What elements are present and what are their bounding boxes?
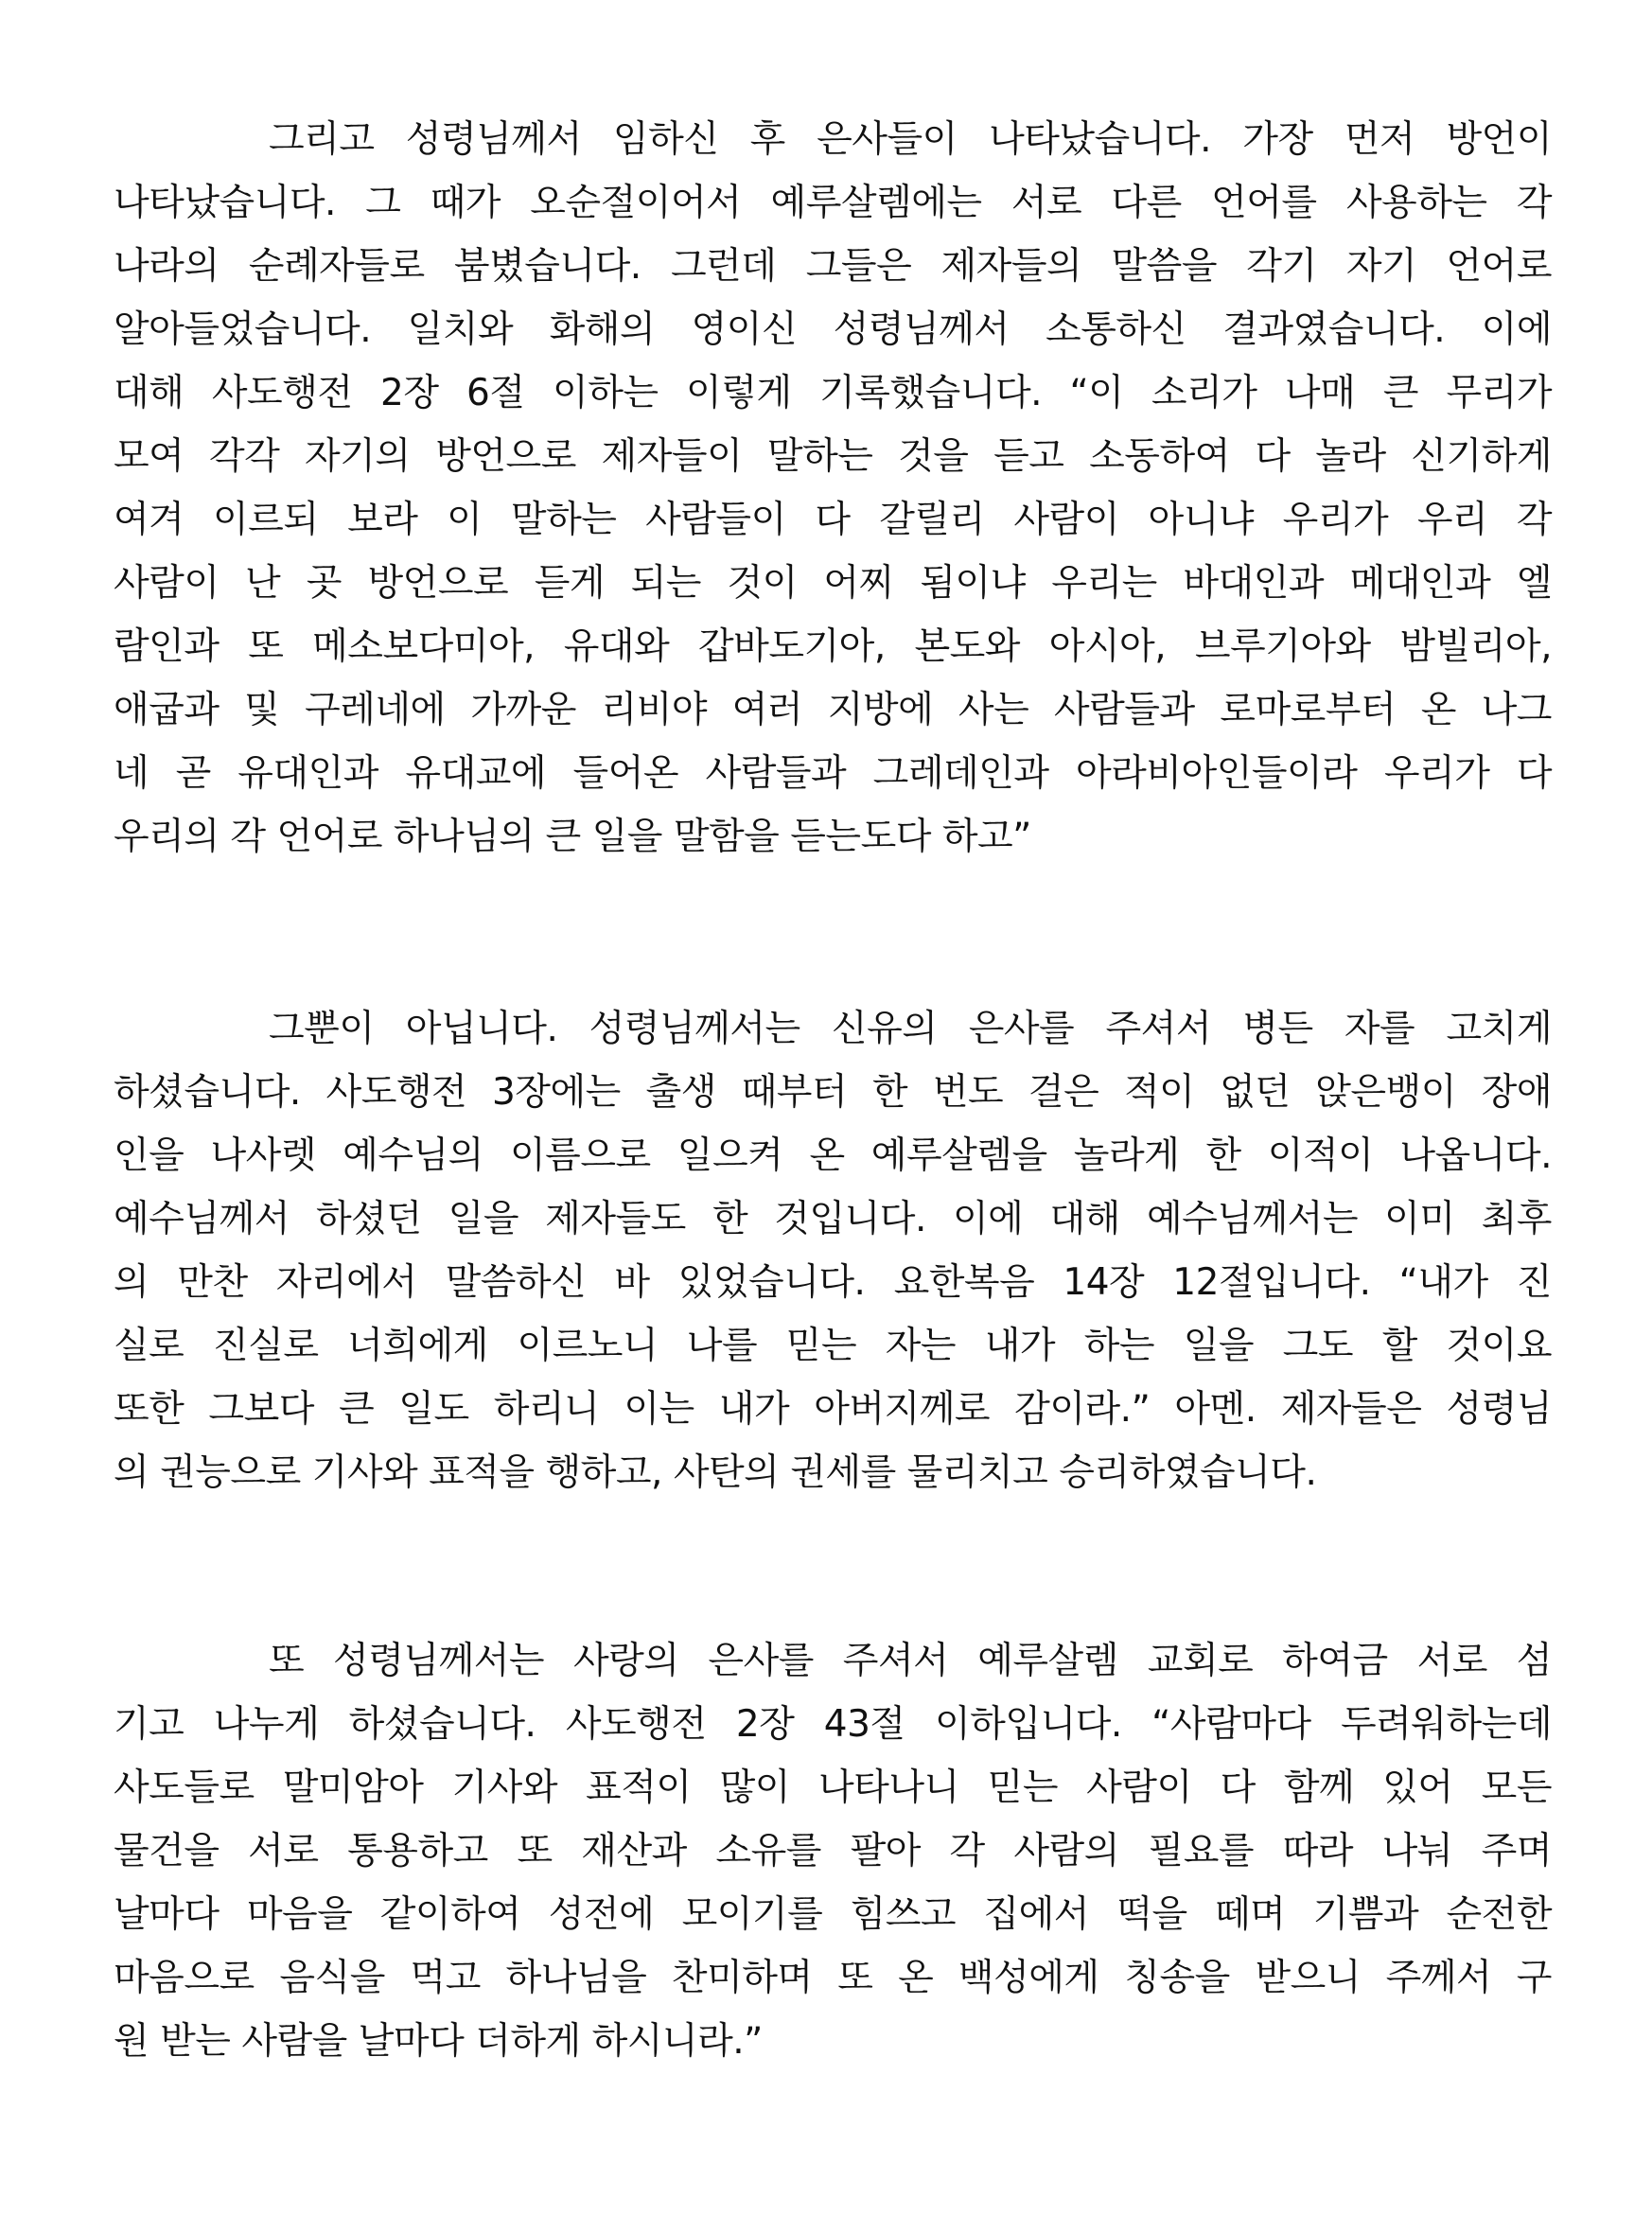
- text-line: 사람이 난 곳 방언으로 듣게 되는 것이 어찌 됨이냐 우리는 바대인과 메대인과 엘: [114, 562, 1552, 605]
- text-line: 기고 나누게 하셨습니다. 사도행전 2장 43절 이하입니다. “사람마다 두려워하는데: [114, 1703, 1552, 1746]
- text-line: 대해 사도행전 2장 6절 이하는 이렇게 기록했습니다. “이 소리가 나매 큰 무리가: [114, 372, 1552, 414]
- text-line: 나라의 순례자들로 붐볐습니다. 그런데 그들은 제자들의 말씀을 각기 자기 언어로: [114, 245, 1552, 288]
- text-line: 우리의 각 언어로 하나님의 큰 일을 말함을 듣는도다 하고”: [114, 816, 1031, 858]
- text-line: 그리고 성령님께서 임하신 후 은사들이 나타났습니다. 가장 먼저 방언이: [269, 118, 1552, 161]
- text-line: 나타났습니다. 그 때가 오순절이어서 예루살렘에는 서로 다른 언어를 사용하는 각: [114, 182, 1552, 224]
- text-line: 하셨습니다. 사도행전 3장에는 출생 때부터 한 번도 걸은 적이 없던 앉은뱅이 장애: [114, 1071, 1552, 1114]
- text-line: 여겨 이르되 보라 이 말하는 사람들이 다 갈릴리 사람이 아니냐 우리가 우리 각: [114, 499, 1552, 541]
- text-line: 그뿐이 아닙니다. 성령님께서는 신유의 은사를 주셔서 병든 자를 고치게: [269, 1008, 1552, 1050]
- text-line: 애굽과 및 구레네에 가까운 리비야 여러 지방에 사는 사람들과 로마로부터 온 나그: [114, 689, 1552, 731]
- paragraph-2: [114, 997, 1552, 1504]
- text-line: 의 만찬 자리에서 말씀하신 바 있었습니다. 요한복음 14장 12절입니다. “내가 진: [114, 1261, 1552, 1304]
- text-line: 예수님께서 하셨던 일을 제자들도 한 것입니다. 이에 대해 예수님께서는 이미 최후: [114, 1198, 1552, 1240]
- text-line: 람인과 또 메소보다미아, 유대와 갑바도기아, 본도와 아시아, 브루기아와 밤빌리아,: [114, 625, 1552, 668]
- text-line: 사도들로 말미암아 기사와 표적이 많이 나타나니 믿는 사람이 다 함께 있어 모든: [114, 1767, 1552, 1809]
- text-line: 물건을 서로 통용하고 또 재산과 소유를 팔아 각 사람의 필요를 따라 나눠 주며: [114, 1830, 1552, 1872]
- text-line: 알아들었습니다. 일치와 화해의 영이신 성령님께서 소통하신 결과였습니다. 이에: [114, 308, 1552, 351]
- text-line: 또 성령님께서는 사랑의 은사를 주셔서 예루살렘 교회로 하여금 서로 섬: [269, 1640, 1552, 1682]
- text-line: 원 받는 사람을 날마다 더하게 하시니라.”: [114, 2020, 763, 2063]
- text-line: 마음으로 음식을 먹고 하나님을 찬미하며 또 온 백성에게 칭송을 받으니 주께서 구: [114, 1957, 1552, 1999]
- text-line: 모여 각각 자기의 방언으로 제자들이 말하는 것을 듣고 소동하여 다 놀라 신기하게: [114, 435, 1552, 478]
- text-line: 또한 그보다 큰 일도 하리니 이는 내가 아버지께로 감이라.” 아멘. 제자들은 성령님: [114, 1388, 1552, 1431]
- paragraph-1: [114, 108, 1552, 869]
- text-line: 실로 진실로 너희에게 이르노니 나를 믿는 자는 내가 하는 일을 그도 할 것이요: [114, 1325, 1552, 1367]
- text-line: 네 곧 유대인과 유대교에 들어온 사람들과 그레데인과 아라비아인들이라 우리가 다: [114, 752, 1552, 795]
- text-line: 의 권능으로 기사와 표적을 행하고, 사탄의 권세를 물리치고 승리하였습니다.: [114, 1451, 1317, 1494]
- text-line: 인을 나사렛 예수님의 이름으로 일으켜 온 예루살렘을 놀라게 한 이적이 나옵니다.: [114, 1134, 1552, 1177]
- text-line: 날마다 마음을 같이하여 성전에 모이기를 힘쓰고 집에서 떡을 떼며 기쁨과 순전한: [114, 1893, 1552, 1936]
- paragraph-3: [114, 1629, 1552, 2073]
